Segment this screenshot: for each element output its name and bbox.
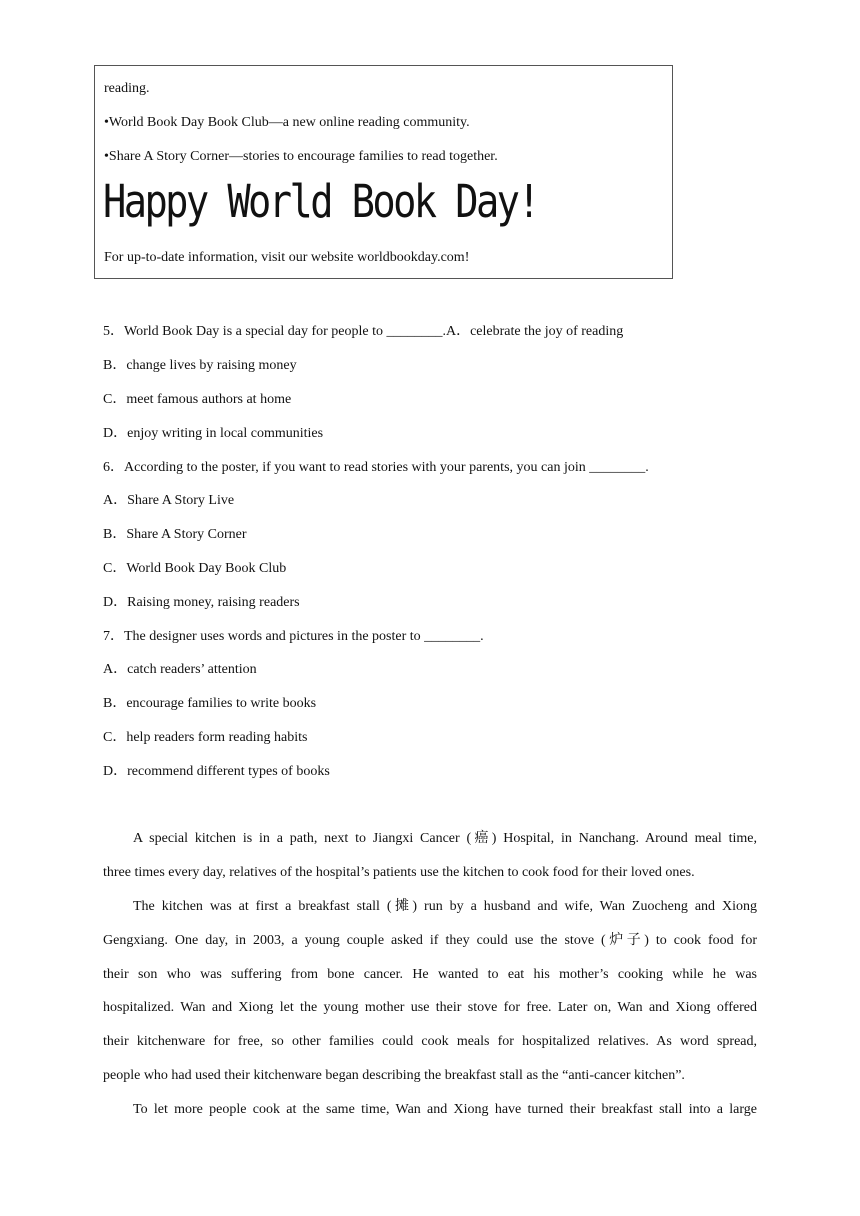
- question-5-option-b: B．change lives by raising money: [103, 358, 297, 373]
- passage-line: hospitalized. Wan and Xiong let the young mother use their stove for free. Later on, Wan and Xiong offered: [103, 1000, 757, 1015]
- poster-bullet-book-club: •World Book Day Book Club—a new online reading community.: [104, 115, 470, 130]
- question-5-option-d: D．enjoy writing in local communities: [103, 426, 324, 441]
- passage-line: The kitchen was at first a breakfast stall (摊) run by a husband and wife, Wan Zuocheng and Xiong: [133, 899, 757, 914]
- question-6-stem: 6．According to the poster, if you want to read stories with your parents, you can join ________.: [103, 460, 649, 475]
- question-6-option-c: C．World Book Day Book Club: [103, 561, 287, 576]
- question-7-option-b: B．encourage families to write books: [103, 696, 317, 711]
- passage-line: people who had used their kitchenware began describing the breakfast stall as the “anti-cancer kitchen”.: [103, 1068, 685, 1083]
- question-5-stem: 5．World Book Day is a special day for people to ________.A．celebrate the joy of reading: [103, 324, 624, 339]
- question-6-option-d: D．Raising money, raising readers: [103, 595, 300, 610]
- poster-text-reading: reading.: [104, 81, 150, 96]
- passage-line: To let more people cook at the same time, Wan and Xiong have turned their breakfast stall into a large: [133, 1102, 757, 1117]
- question-7-option-c: C．help readers form reading habits: [103, 730, 308, 745]
- question-6-option-a: A．Share A Story Live: [103, 493, 235, 508]
- poster-bullet-story-corner: •Share A Story Corner—stories to encourage families to read together.: [104, 149, 498, 164]
- question-6-option-b: B．Share A Story Corner: [103, 527, 247, 542]
- passage-line: their son who was suffering from bone cancer. He wanted to eat his mother’s cooking while he was: [103, 967, 757, 982]
- passage-line: Gengxiang. One day, in 2003, a young couple asked if they could use the stove (炉子) to cook food for: [103, 933, 757, 948]
- passage-line: A special kitchen is in a path, next to Jiangxi Cancer (癌) Hospital, in Nanchang. Around meal time,: [133, 831, 757, 846]
- poster-footer: For up-to-date information, visit our website worldbookday.com!: [104, 250, 470, 265]
- passage-line: three times every day, relatives of the hospital’s patients use the kitchen to cook food for their loved ones.: [103, 865, 695, 880]
- question-7-option-a: A．catch readers’ attention: [103, 662, 257, 677]
- passage-line: their kitchenware for free, so other families could cook meals for hospitalized relatives. As word spread,: [103, 1034, 757, 1049]
- poster-box: [94, 65, 673, 279]
- question-7-option-d: D．recommend different types of books: [103, 764, 330, 779]
- question-7-stem: 7．The designer uses words and pictures in the poster to ________.: [103, 629, 484, 644]
- happy-world-book-day-banner: Happy World Book Day!: [103, 175, 539, 228]
- question-5-option-c: C．meet famous authors at home: [103, 392, 292, 407]
